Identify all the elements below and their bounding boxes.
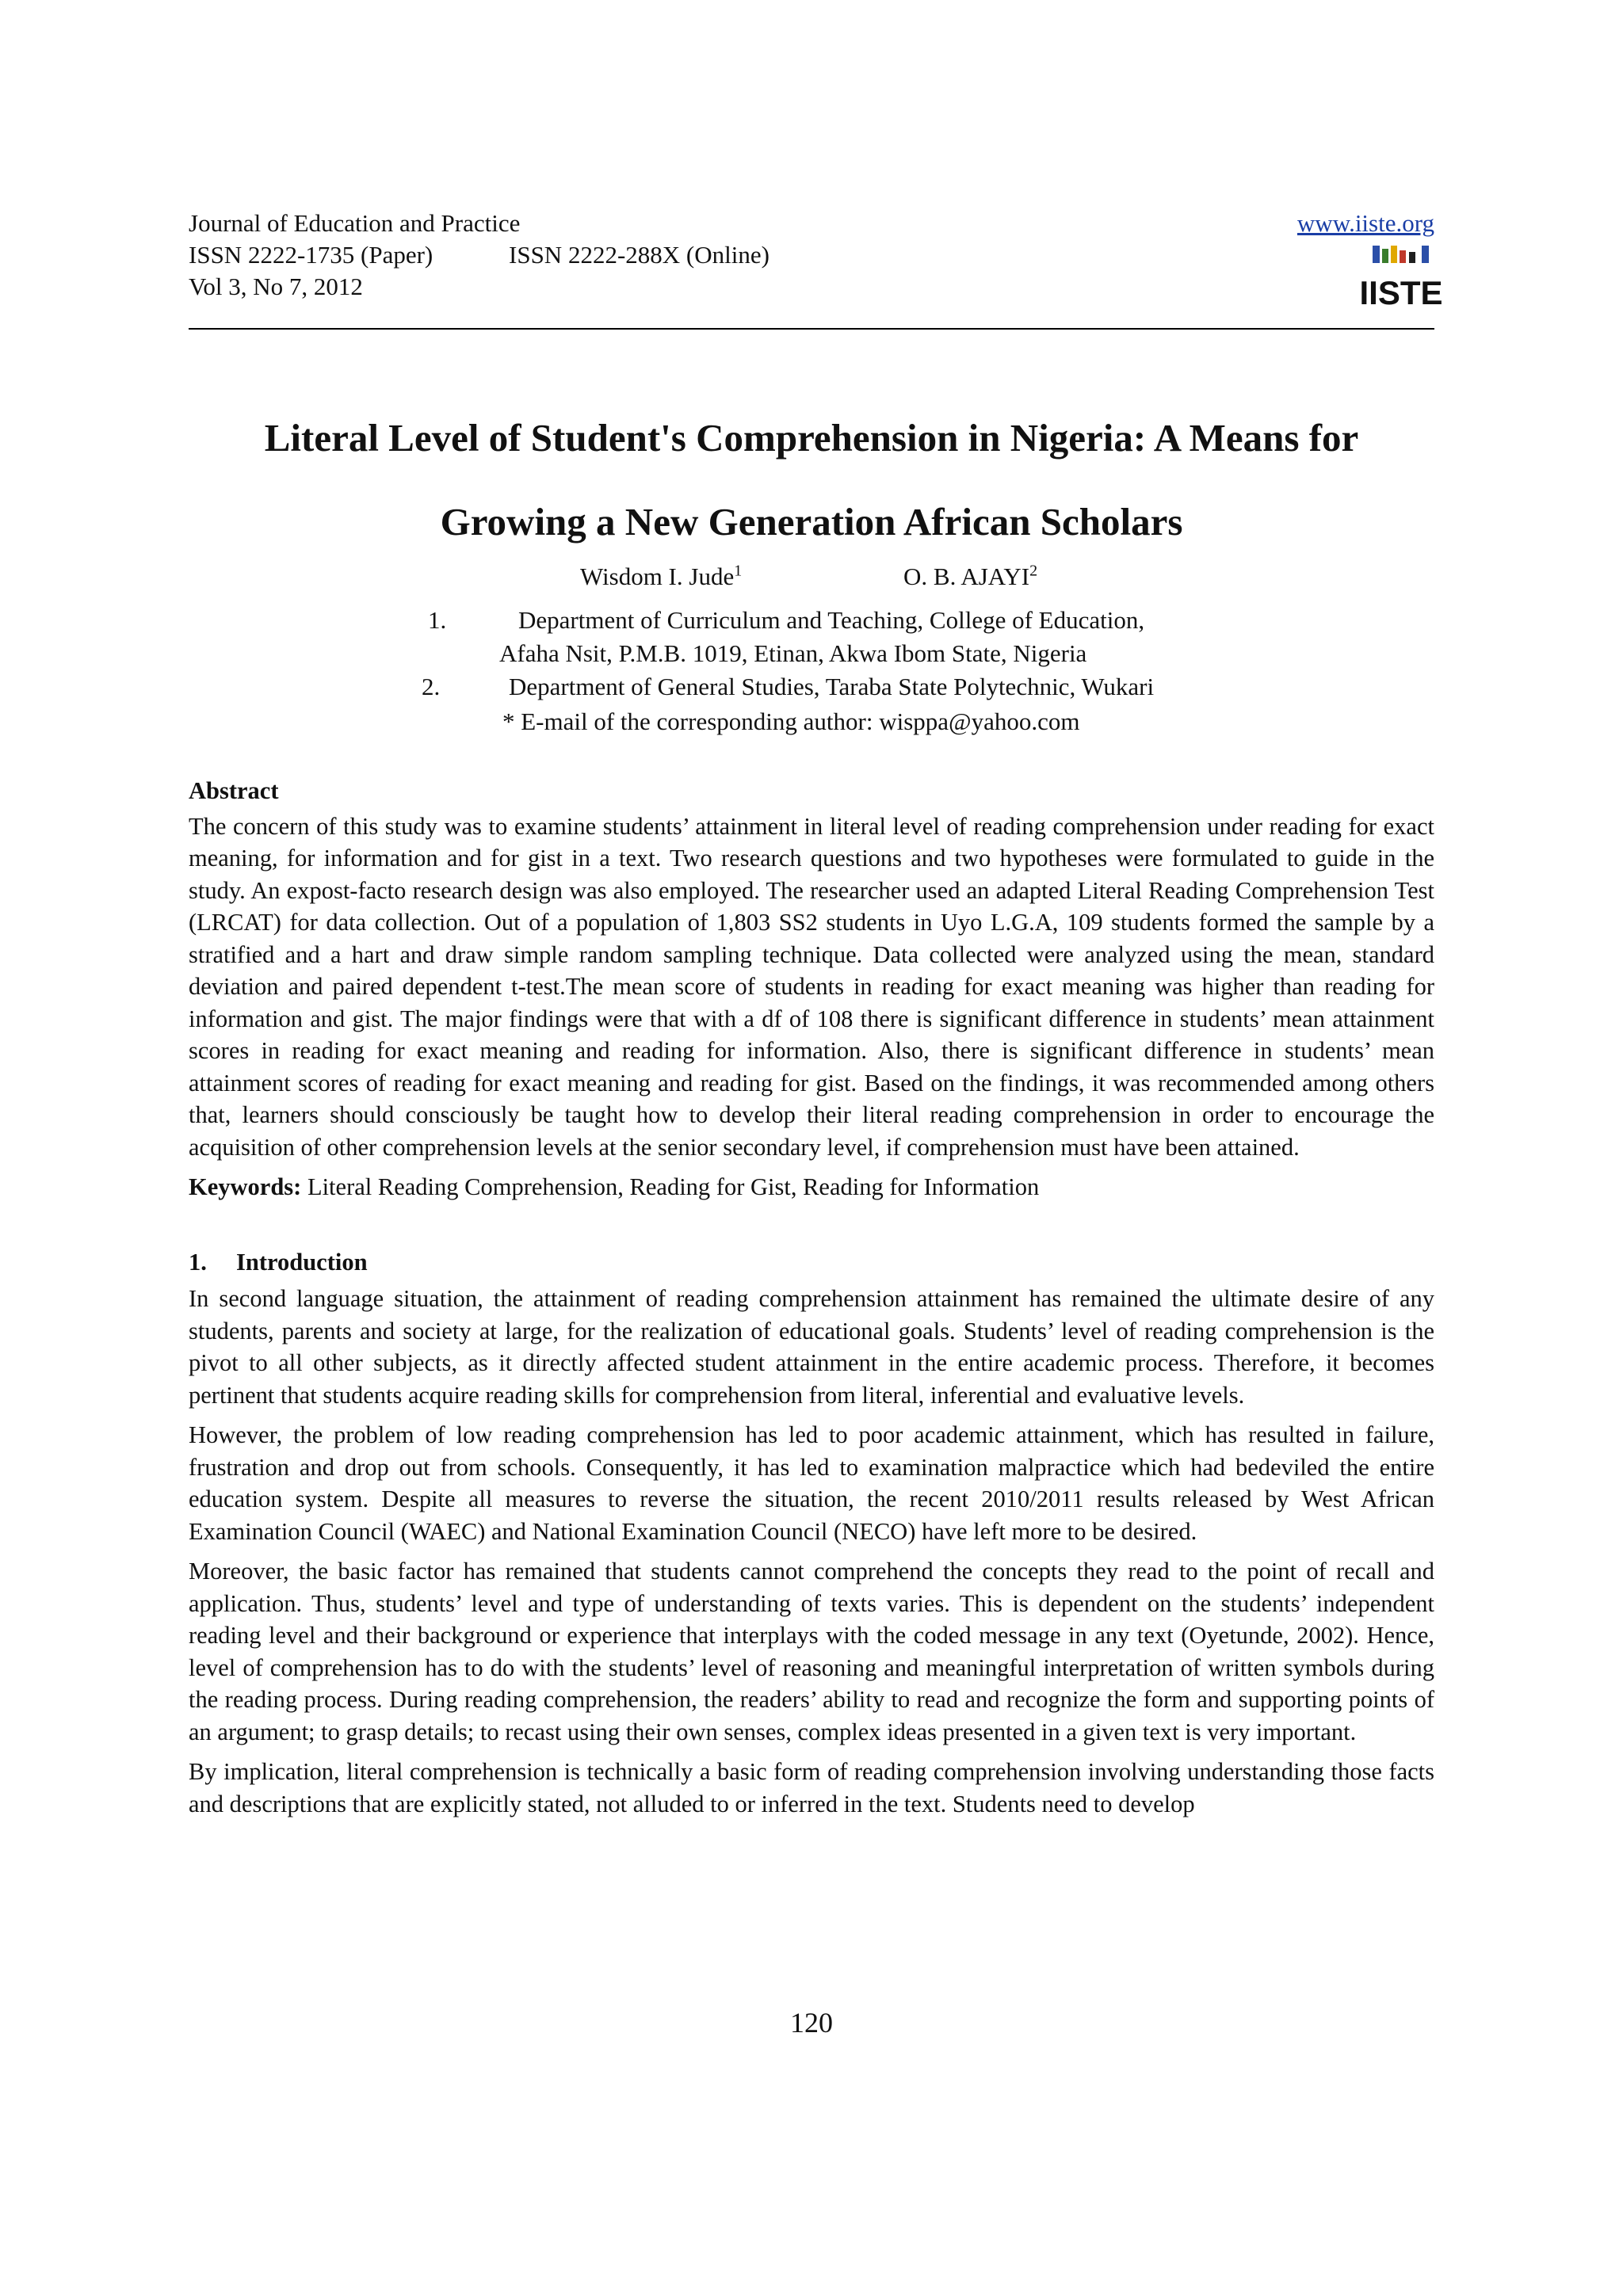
page-number: 120 [790, 2007, 833, 2039]
author-2 [903, 559, 1037, 594]
paper-title [189, 396, 1434, 564]
introduction-heading [189, 1246, 1434, 1279]
abstract-text: The concern of this study was to examine students’ attainment in literal level of reading comprehension under reading for exact meaning, for information and for gist in a text. Two research questions and two hypotheses were formulated to guide in the study. An expost-facto research design was also employed. The researcher used an adapted Literal Reading Comprehension Test (LRCAT) for data collection. Out of a population of 1,803 SS2 students in Uyo L.G.A, 109 students formed the sample by a stratified and a hart and draw simple random sampling technique. Data collected were analyzed using the mean, standard deviation and paired dependent t-test.The mean score of students in reading for exact meaning was higher than reading for information and gist. The major findings were that with a df of 108 there is significant difference in students’ mean attainment scores in reading for exact meaning and reading for information. Also, there is significant difference in students’ mean attainment scores of reading for exact meaning and reading for gist. Based on the findings, it was recommended among others that, learners should consciously be taught how to develop their literal reading comprehension in order to encourage the acquisition of other comprehension levels at the senior secondary level, if comprehension must have been attained. [189, 812, 1434, 1161]
author-list [189, 559, 1434, 594]
paper-title-line-2: Growing a New Generation African Scholars [440, 500, 1183, 543]
affiliation-1-number: 1. [428, 606, 447, 634]
author-1-name: Wisdom I. Jude [580, 563, 735, 590]
keywords-text: Literal Reading Comprehension, Reading for Gist, Reading for Information [301, 1173, 1040, 1200]
author-2-name: O. B. AJAYI [903, 563, 1030, 590]
introduction-paragraph: However, the problem of low reading comprehension has led to poor academic attainment, which has resulted in failure, frustration and drop out from schools. Consequently, it has led to examination malpractice which had bedeviled the entire education system. Despite all measures to reverse the situation, the recent 2010/2011 results released by West African Examination Council (WAEC) and National Examination Council (NECO) have left more to be desired. [189, 1421, 1434, 1545]
corresponding-email: * E-mail of the corresponding author: wisppa@yahoo.com [502, 707, 1080, 735]
author-1-affiliation-mark: 1 [734, 562, 743, 580]
affiliation-1-line-1: Department of Curriculum and Teaching, College of Education, [518, 606, 1145, 634]
volume-info: Vol 3, No 7, 2012 [189, 273, 363, 300]
paper-title-line-1: Literal Level of Student's Comprehension in Nigeria: A Means for [264, 416, 1359, 460]
journal-website-link[interactable]: www.iiste.org [1296, 209, 1434, 237]
issn-paper: ISSN 2222-1735 (Paper) [189, 241, 433, 269]
journal-name: Journal of Education and Practice [189, 209, 521, 237]
introduction-number: 1. [189, 1248, 207, 1276]
keywords-label: Keywords: [189, 1173, 302, 1200]
iiste-logo [1359, 244, 1443, 311]
abstract-heading: Abstract [189, 777, 279, 804]
article-body [189, 775, 1434, 1828]
introduction-paragraph: Moreover, the basic factor has remained that students cannot comprehend the concepts they read to the point of recall and application. Thus, students’ level and type of understanding of texts varies. This is dependent on the students’ independent reading level and their background or experience that interplays with the coded message in any text (Oyetunde, 2002). Hence, level of comprehension has to do with the students’ level of reasoning and meaningful interpretation of written symbols during the reading process. During reading comprehension, the readers’ ability to read and recognize the form and supporting points of an argument; to grasp details; to recast using their own senses, complex ideas presented in a given text is very important. [189, 1558, 1434, 1745]
author-2-affiliation-mark: 2 [1029, 562, 1038, 580]
affiliation-2-line-1: Department of General Studies, Taraba State Polytechnic, Wukari [509, 673, 1155, 700]
introduction-paragraph: By implication, literal comprehension is technically a basic form of reading comprehension involving understanding those facts and descriptions that are explicitly stated, not alluded to or inferred in the text. Students need to develop [189, 1758, 1434, 1817]
logo-wordmark: IISTE [1359, 274, 1443, 311]
introduction-paragraph: In second language situation, the attainment of reading comprehension attainment has remained the ultimate desire of any students, parents and society at large, for the realization of educational goals. Students’ level of reading comprehension is the pivot to all other subjects, as it directly affected student attainment in the entire academic process. Therefore, it becomes pertinent that students acquire reading skills for comprehension from literal, inferential and evaluative levels. [189, 1285, 1434, 1409]
issn-online: ISSN 2222-288X (Online) [509, 241, 769, 269]
introduction-title: Introduction [236, 1248, 368, 1276]
affiliation-1-line-2: Afaha Nsit, P.M.B. 1019, Etinan, Akwa Ibom State, Nigeria [499, 639, 1087, 667]
journal-header [189, 208, 1443, 326]
keywords [189, 1171, 1434, 1203]
affiliation-2-number: 2. [422, 673, 441, 700]
author-1 [580, 559, 742, 594]
header-divider [189, 328, 1434, 330]
